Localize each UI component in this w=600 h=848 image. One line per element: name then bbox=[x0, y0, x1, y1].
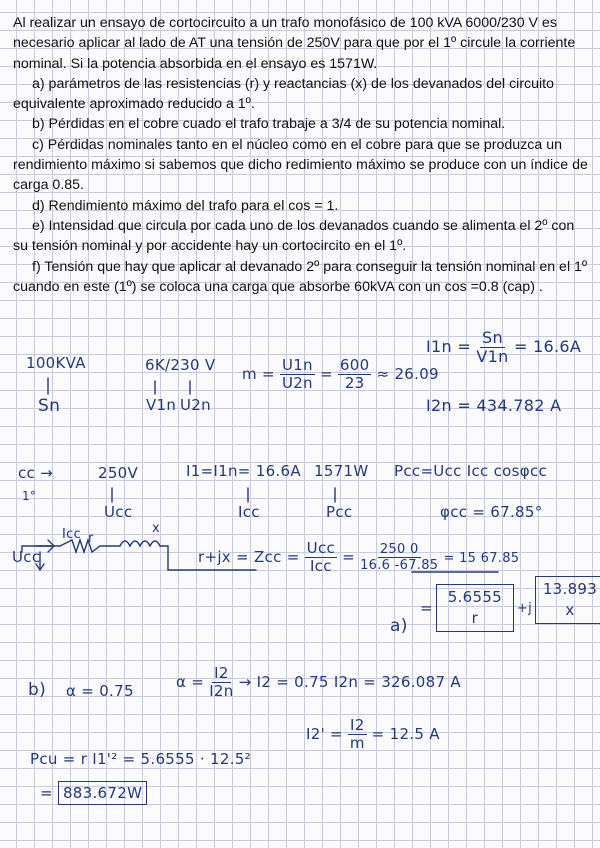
hw-zcc-eq: = bbox=[342, 548, 355, 566]
hw-sn-label: Sn bbox=[38, 396, 61, 416]
hw-r-name: r bbox=[471, 609, 479, 627]
hw-alpha-lhs: α = bbox=[176, 673, 205, 691]
hw-i2prime bbox=[306, 718, 440, 751]
hw-x-value: 13.893 bbox=[542, 580, 598, 598]
hw-alpha-frac: $\frac{I2}{I2n}$ bbox=[209, 664, 234, 700]
hw-x-name: x bbox=[565, 601, 575, 619]
hw-i1n-result: = 16.6A bbox=[513, 337, 582, 356]
hw-vcc-value: 250V bbox=[98, 464, 139, 482]
hw-r-value: 5.6555 bbox=[447, 588, 503, 606]
problem-part-b: b) Pérdidas en el cobre cuado el trafo trabaje a 3/4 de su potencia nominal. bbox=[32, 116, 506, 133]
hw-i2n: I2n = 434.782 A bbox=[426, 396, 562, 415]
problem-part-f: f) Tensión que hay que aplicar al devanado 2º para conseguir la tensión nominal en el 1º cuando en este (1º) se coloca una carga que absorbe 60kVA con un cos =0.8 (cap) . bbox=[13, 258, 588, 295]
hw-m-eq: = bbox=[319, 365, 333, 383]
problem-part-d: d) Rendimiento máximo del trafo para el cos = 1. bbox=[32, 197, 339, 214]
problem-part-a: a) parámetros de las resistencias (r) y reactancias (x) de los devanados del circuito equivalente aproximado reducido a 1º. bbox=[13, 75, 555, 113]
hw-circuit-x: x bbox=[152, 521, 160, 536]
hw-r-box bbox=[436, 584, 514, 632]
hw-m-lhs: m = bbox=[242, 365, 275, 383]
hw-zcc-result: = 15 67.85 bbox=[443, 551, 520, 566]
hw-zcc-lhs: r+jx = Zcc = bbox=[198, 548, 300, 566]
hw-pcc-label: Pcc bbox=[326, 503, 353, 521]
hw-answer-a-eq: = bbox=[420, 598, 433, 617]
hw-result-b bbox=[40, 786, 147, 801]
hw-alpha: α = 0.75 bbox=[66, 682, 134, 700]
hw-v2n-label: U2n bbox=[180, 396, 211, 414]
hw-pcc-value: 1571W bbox=[314, 462, 369, 480]
hw-cc-label: cc → bbox=[18, 464, 54, 482]
hw-i2-calc: → I2 = 0.75 I2n = 326.087 A bbox=[238, 673, 461, 691]
hw-voltages: 6K/230 V bbox=[145, 356, 216, 374]
hw-pcu: Pcu = r I1'² = 5.6555 · 12.5² bbox=[30, 750, 251, 768]
hw-zcc-frac: $\frac{\text{Ucc}}{\text{Icc}}$ bbox=[306, 539, 336, 575]
hw-m-frac2: $\frac{600}{23}$ bbox=[339, 356, 370, 392]
hw-sn-value: 100KVA bbox=[26, 354, 86, 372]
hw-i1n-frac: $\frac{Sn}{V1n}$ bbox=[476, 328, 509, 366]
hw-answer-a-label: a) bbox=[390, 616, 408, 636]
problem-part-c: c) Pérdidas nominales tanto en el núcleo como en el cobre para que se produzca un rendimiento máximo si sabemos que dicho redimiento máximo se produce con un índice de carga 0.85. bbox=[13, 136, 588, 194]
problem-intro: Al realizar un ensayo de cortocircuito a un trafo monofásico de 100 kVA 6000/230 V es necesario aplicar al lado de AT una tensión de 250V para que por el 1º circule la corriente nominal. Si la potencia absorbida en el ensayo es 1571W. bbox=[13, 15, 576, 72]
hw-ratio-m bbox=[242, 358, 439, 391]
hw-alpha-frac-group bbox=[176, 666, 461, 699]
hw-pcc-formula: Pcc=Ucc Icc cosφcc bbox=[394, 462, 548, 480]
hw-m-result: ≈ 26.09 bbox=[376, 365, 439, 383]
hw-x-box bbox=[535, 576, 600, 624]
hw-vcc-label: Ucc bbox=[104, 503, 133, 521]
hw-circuit-r: r bbox=[88, 531, 94, 546]
hw-i2p-frac: $\frac{I2}{m}$ bbox=[349, 716, 365, 752]
hw-icc-label: Icc bbox=[238, 503, 260, 521]
hw-zcc bbox=[198, 541, 519, 574]
hw-v1n-label: V1n bbox=[146, 396, 177, 414]
hw-i2p-lhs: I2' = bbox=[306, 725, 343, 743]
hw-zcc-frac2: $\frac{250 0}{16.6 -67.85}$ bbox=[360, 542, 439, 573]
hw-result-prefix: = bbox=[40, 784, 53, 802]
hw-joiner: +j bbox=[516, 600, 532, 616]
hw-i1n bbox=[426, 330, 581, 365]
hw-icc-eq: I1=I1n= 16.6A bbox=[186, 462, 301, 480]
hw-answer-b-label: b) bbox=[28, 680, 47, 700]
problem-part-e: e) Intensidad que circula por cada uno de los devanados cuando se alimenta el 2º con su tensión nominal y por accidente hay un cortocircito en el 1º. bbox=[13, 217, 575, 255]
hw-cc-sub: 1° bbox=[22, 489, 37, 503]
hw-result-box: 883.672W bbox=[58, 781, 147, 805]
hw-circuit-ucc: Ucc bbox=[12, 548, 41, 566]
hw-i1n-lhs: I1n = bbox=[426, 337, 472, 356]
hw-i2p-result: = 12.5 A bbox=[371, 725, 440, 743]
hw-m-frac: $\frac{U1n}{U2n}$ bbox=[281, 356, 313, 392]
hw-answer-a bbox=[420, 580, 600, 632]
hw-phi-result: φcc = 67.85° bbox=[440, 503, 543, 521]
hw-circuit-icc: Icc bbox=[62, 527, 82, 542]
